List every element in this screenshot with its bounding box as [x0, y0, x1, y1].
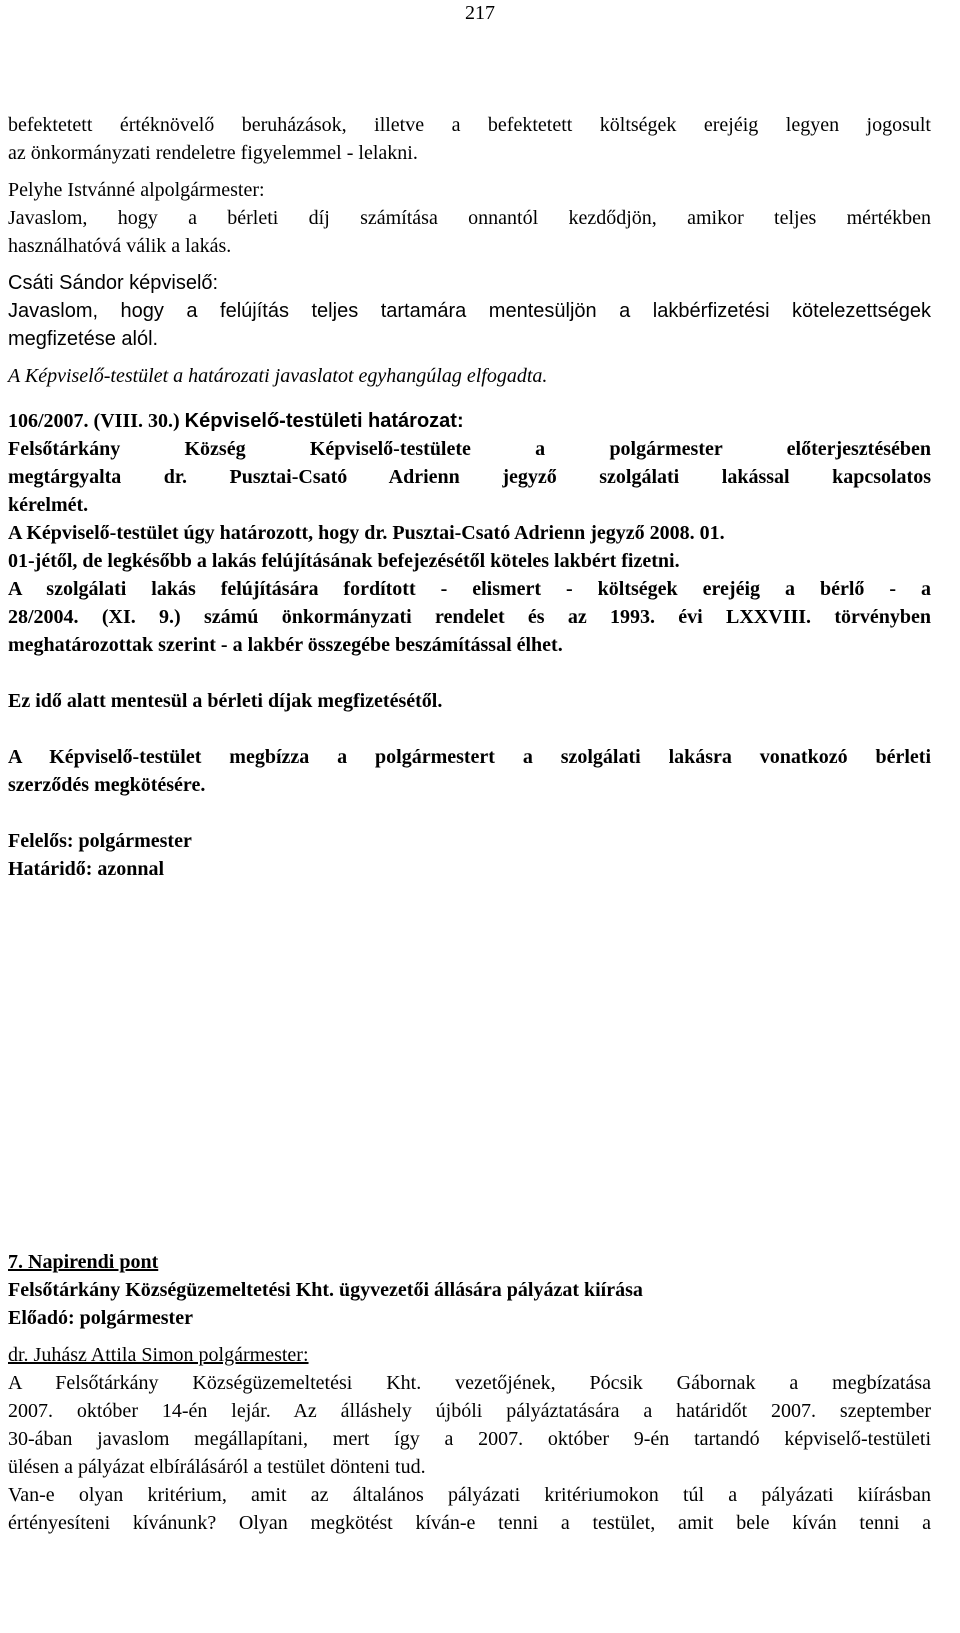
speaker-name: dr. Juhász Attila Simon polgármester:: [8, 1344, 309, 1366]
adoption-note: A Képviselő-testület a határozati javaslatot egyhangúlag elfogadta.: [8, 365, 548, 387]
intro-paragraph: befektetett értéknövelő beruházások, illetve a befektetett költségek erejéig legyen jogosult az önkormányzati rendeletre figyelemmel - lelakni.: [8, 114, 931, 164]
deadline: Határidő: azonnal: [8, 858, 165, 880]
pelyhe-statement: Pelyhe Istvánné alpolgármester: Javaslom, hogy a bérleti díj számítása onnantól kezdődjön, amikor teljes mértékben használhatóvá válik a lakás.: [8, 176, 931, 260]
exemption-clause: Ez idő alatt mentesül a bérleti díjak megfizetésétől.: [8, 690, 443, 712]
resolution-106-2007: 106/2007. (VIII. 30.) Képviselő-testületi határozat: Felsőtárkány Község Képviselő-testülete a polgármester előterjesztésében megtárgyalta dr. Pusztai-Csató Adrienn jegyző szolgálati lakással kapcsolatos kérelmét. A Képviselő-testület úgy határozott, hogy dr. Pusztai-Csató Adrienn jegyző 2008. 01. 01-jétől, de legkésőbb a lakás felújításának befejezésétől köteles lakbért fizetni. A szolgálati lakás felújítására fordított - elismert - költségek erejéig a bérlő - a 28/2004. (XI. 9.) számú önkormányzati rendelet és az 1993. évi LXXVIII. törvényben meghatározottak szerint - a lakbér összegébe beszámítással élhet. Ez idő alatt mentesül a bérleti díjak megfizetésétől. A Képviselő-testület megbízza a polgármestert a szolgálati lakásra vonatkozó bérleti szerződés megkötésére. Felelős: polgármester Határidő: azonnal: [8, 407, 931, 883]
agenda-subject: Felsőtárkány Községüzemeltetési Kht. ügyvezetői állására pályázat kiírása: [8, 1279, 643, 1301]
agenda-section: [8, 1248, 931, 1537]
document-body: [8, 111, 931, 883]
agenda-item-7: [8, 1248, 931, 1332]
speaker-name: Csáti Sándor képviselő:: [8, 272, 219, 294]
juhasz-statement: dr. Juhász Attila Simon polgármester: A Felsőtárkány Községüzemeltetési Kht. vezetőjének, Pócsik Gábornak a megbízatása 2007. október 14-én lejár. Az álláshely újbóli pályáztatására a határidőt 2007. szeptember 30-ában javaslom megállapítani, mert így a 2007. október 9-én tartandó képviselő-testületi ülésen a pályázat elbírálásáról a testület dönteni tud. Van-e olyan kritérium, amit az általános pályázati kritériumokon túl a pályázati kiírásban értényesíteni kívánunk? Olyan megkötést kíván-e tenni a testület, amit bele kíván tenni a: [8, 1344, 931, 1534]
page-number: 217: [465, 2, 495, 24]
agenda-presenter: Előadó: polgármester: [8, 1307, 193, 1329]
resolution-heading: 106/2007. (VIII. 30.) Képviselő-testületi határozat:: [8, 410, 464, 432]
speaker-name: Pelyhe Istvánné alpolgármester:: [8, 179, 265, 201]
csati-statement: Csáti Sándor képviselő: Javaslom, hogy a felújítás teljes tartamára mentesüljön a lakbérfizetési kötelezettségek megfizetése alól.: [8, 269, 931, 353]
responsible-person: Felelős: polgármester: [8, 830, 192, 852]
agenda-title: 7. Napirendi pont: [8, 1251, 159, 1273]
authorization-clause: A Képviselő-testület megbízza a polgármestert a szolgálati lakásra vonatkozó bérleti: [8, 746, 931, 768]
